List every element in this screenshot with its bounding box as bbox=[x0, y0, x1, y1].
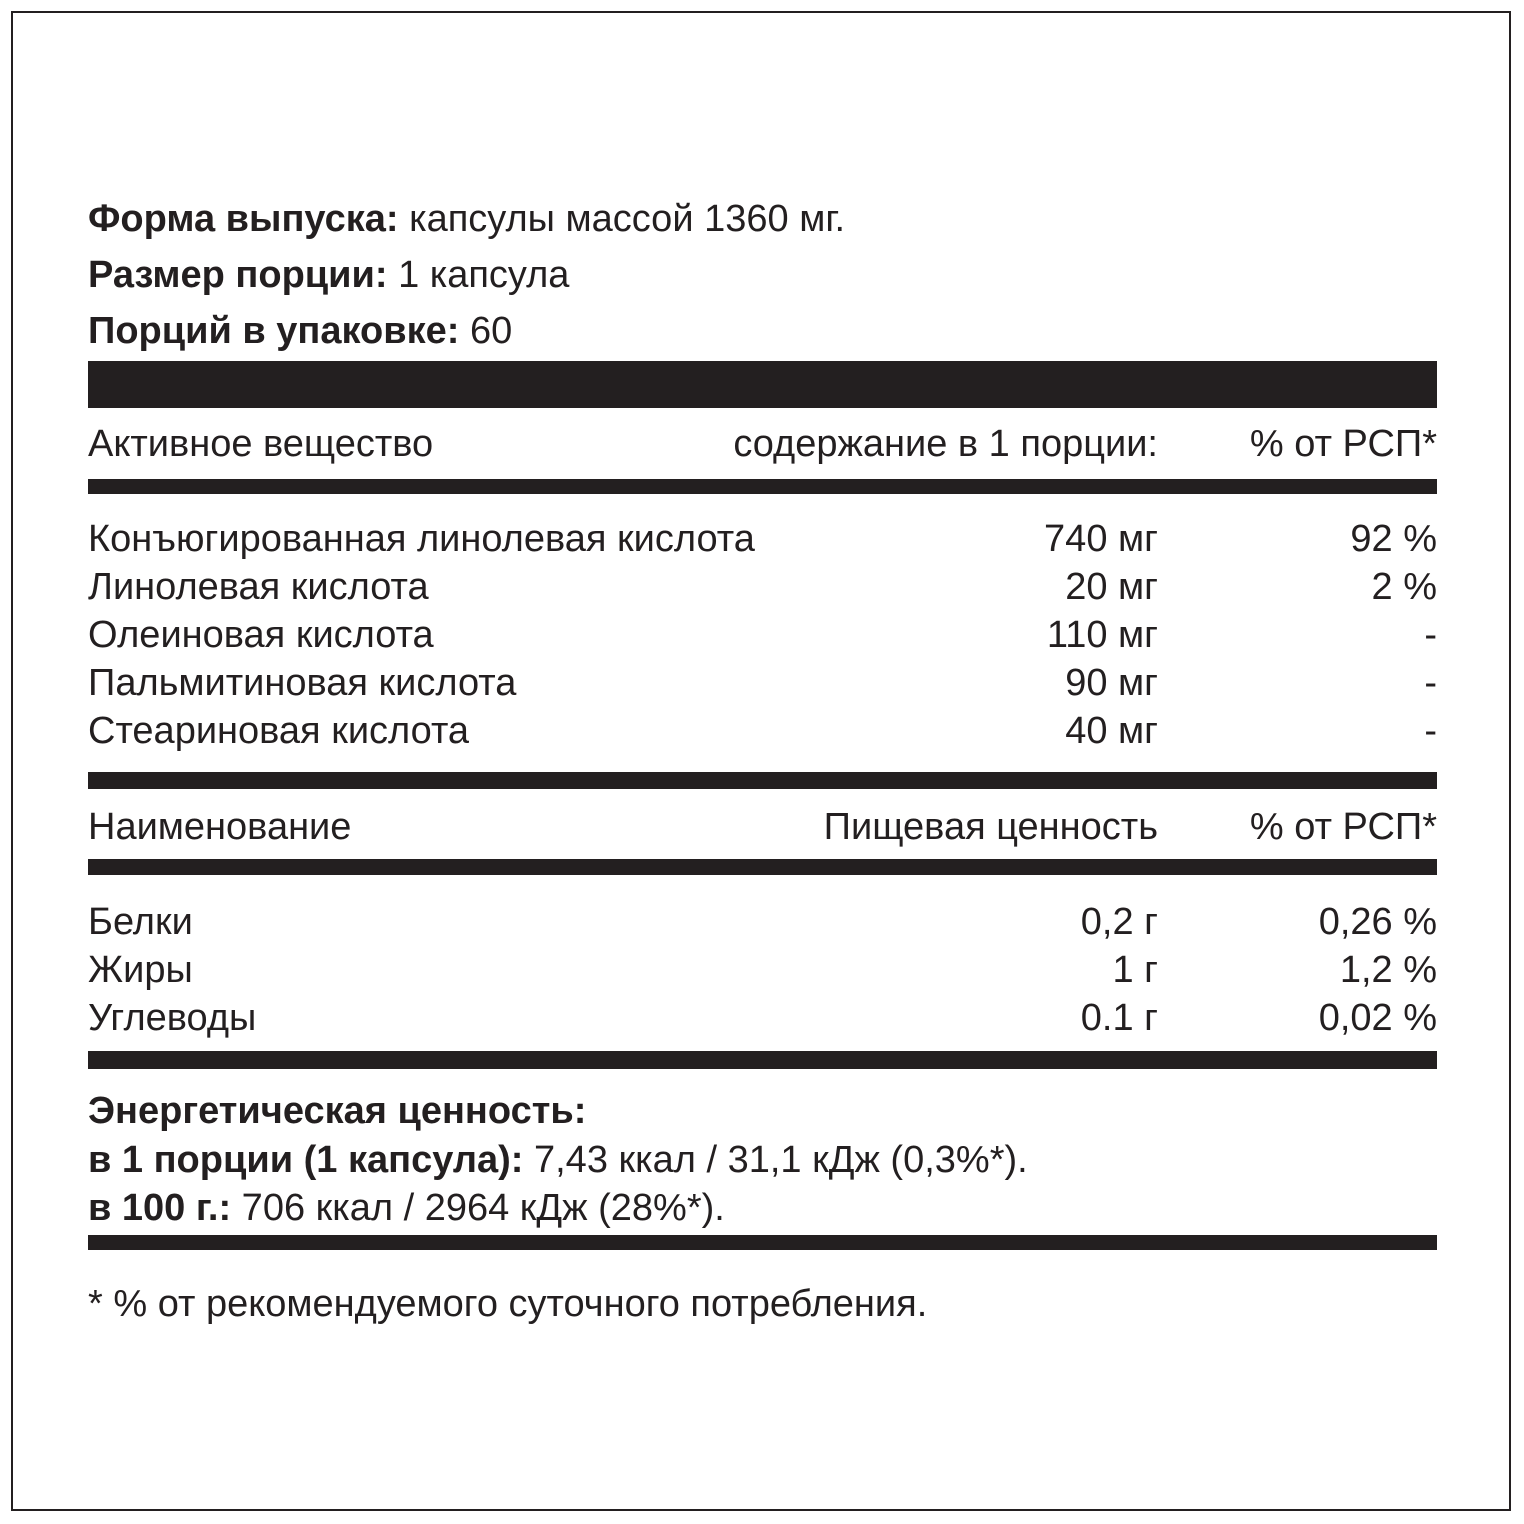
active-header-amount: содержание в 1 порции: bbox=[733, 423, 1158, 465]
serving-size-line bbox=[88, 256, 569, 294]
energy-per-100g-value: 706 ккал / 2964 кДж (28%*). bbox=[231, 1187, 725, 1229]
serving-size-label: Размер порции: bbox=[88, 254, 388, 296]
active-header-percent: % от РСП* bbox=[1249, 423, 1437, 465]
ingredient-percent: - bbox=[1424, 710, 1437, 752]
section-divider-bar bbox=[88, 772, 1437, 789]
energy-per-serving-value: 7,43 ккал / 31,1 кДж (0,3%*). bbox=[523, 1139, 1028, 1181]
nutrition-table-divider bbox=[88, 859, 1437, 875]
nutrient-percent: 0,26 % bbox=[1318, 901, 1437, 943]
nutrition-header-name: Наименование bbox=[88, 806, 352, 848]
ingredient-name: Линолевая кислота bbox=[88, 566, 429, 608]
ingredient-name: Пальмитиновая кислота bbox=[88, 662, 517, 704]
ingredient-percent: - bbox=[1424, 614, 1437, 656]
ingredient-name: Стеариновая кислота bbox=[88, 710, 470, 752]
ingredient-percent: 2 % bbox=[1371, 566, 1437, 608]
ingredient-name: Олеиновая кислота bbox=[88, 614, 434, 656]
energy-per-100g-label: в 100 г.: bbox=[88, 1187, 232, 1229]
nutrient-name: Белки bbox=[88, 901, 193, 943]
nutrition-table-header bbox=[88, 805, 1437, 849]
nutrition-header-value: Пищевая ценность bbox=[823, 806, 1158, 848]
nutrient-percent: 1,2 % bbox=[1339, 949, 1437, 991]
release-form-line bbox=[88, 200, 845, 238]
ingredient-amount: 40 мг bbox=[1065, 710, 1158, 752]
table-row bbox=[88, 661, 1437, 705]
nutrient-name: Углеводы bbox=[88, 997, 257, 1039]
energy-title bbox=[88, 1092, 586, 1130]
nutrient-value: 1 г bbox=[1112, 949, 1158, 991]
release-form-label: Форма выпуска: bbox=[88, 198, 399, 240]
ingredient-amount: 110 мг bbox=[1046, 614, 1158, 656]
nutrient-name: Жиры bbox=[88, 949, 193, 991]
nutrient-value: 0,2 г bbox=[1080, 901, 1158, 943]
active-table-divider bbox=[88, 479, 1437, 494]
table-row bbox=[88, 613, 1437, 657]
active-table-header bbox=[88, 422, 1437, 466]
footnote: * % от рекомендуемого суточного потребления. bbox=[88, 1283, 928, 1325]
energy-per-serving-line bbox=[88, 1141, 1028, 1179]
servings-per-pack-value: 60 bbox=[459, 310, 513, 352]
energy-title-text: Энергетическая ценность: bbox=[88, 1090, 587, 1132]
nutrition-header-percent: % от РСП* bbox=[1249, 806, 1437, 848]
active-header-name: Активное вещество bbox=[88, 423, 434, 465]
footer-divider-bar bbox=[88, 1235, 1437, 1250]
energy-per-serving-label: в 1 порции (1 капсула): bbox=[88, 1139, 524, 1181]
table-row bbox=[88, 996, 1437, 1040]
table-row bbox=[88, 565, 1437, 609]
ingredient-amount: 740 мг bbox=[1044, 518, 1158, 560]
header-divider-bar bbox=[88, 361, 1437, 408]
release-form-value: капсулы массой 1360 мг. bbox=[398, 198, 846, 240]
ingredient-percent: - bbox=[1424, 662, 1437, 704]
ingredient-percent: 92 % bbox=[1350, 518, 1437, 560]
table-row bbox=[88, 709, 1437, 753]
energy-divider-bar bbox=[88, 1051, 1437, 1069]
table-row bbox=[88, 517, 1437, 561]
ingredient-amount: 20 мг bbox=[1065, 566, 1158, 608]
servings-per-pack-label: Порций в упаковке: bbox=[88, 310, 460, 352]
table-row bbox=[88, 948, 1437, 992]
nutrient-percent: 0,02 % bbox=[1318, 997, 1437, 1039]
table-row bbox=[88, 900, 1437, 944]
servings-per-pack-line bbox=[88, 312, 512, 350]
energy-per-100g-line bbox=[88, 1189, 725, 1227]
nutrient-value: 0.1 г bbox=[1080, 997, 1158, 1039]
serving-size-value: 1 капсула bbox=[387, 254, 570, 296]
ingredient-amount: 90 мг bbox=[1065, 662, 1158, 704]
ingredient-name: Конъюгированная линолевая кислота bbox=[88, 518, 755, 560]
